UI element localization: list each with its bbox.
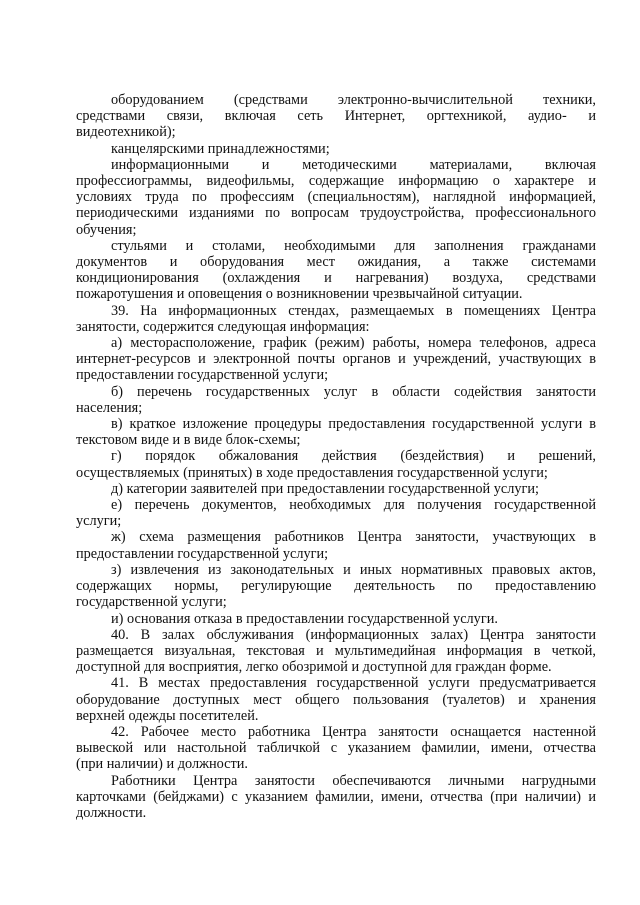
text-line: обучения;	[76, 221, 137, 238]
paragraph-p13	[76, 562, 596, 611]
text-line: должности.	[76, 804, 147, 821]
text-line: занятости, содержится следующая информация:	[76, 318, 370, 335]
text-line: канцелярскими принадлежностями;	[111, 140, 330, 157]
paragraph-p17	[76, 724, 596, 773]
text-line: и) основания отказа в предоставлении государственной услуги.	[111, 610, 498, 627]
text-line: информационными и методическими материалами, включая	[111, 156, 596, 173]
paragraph-p7	[76, 384, 596, 416]
text-line: осуществляемых (принятых) в ходе предоставления государственной услуги;	[76, 464, 548, 481]
paragraph-p3	[76, 157, 596, 238]
text-line: Работники Центра занятости обеспечиваются личными нагрудными	[111, 772, 596, 789]
text-line: государственной услуги;	[76, 594, 227, 611]
text-line: периодическими изданиями по вопросам трудоустройства, профессионального	[76, 205, 596, 222]
text-line: б) перечень государственных услуг в области содействия занятости	[111, 383, 596, 400]
paragraph-p9	[76, 448, 596, 480]
text-line: профессиограммы, видеофильмы, содержащие информацию о характере и	[76, 173, 596, 190]
text-line: предоставлении государственной услуги;	[76, 367, 329, 384]
text-line: в) краткое изложение процедуры предоставления государственной услуги в	[111, 416, 596, 433]
paragraph-p2	[76, 141, 596, 157]
text-line: вывеской или настольной табличкой с указанием фамилии, имени, отчества	[76, 740, 596, 757]
text-line: (при наличии) и должности.	[76, 756, 248, 773]
text-line: документов и оборудования мест ожидания, а также системами	[76, 254, 596, 271]
paragraph-p12	[76, 529, 596, 561]
text-line: содержащих нормы, регулирующие деятельность по предоставлению	[76, 578, 596, 595]
paragraph-p10	[76, 481, 596, 497]
text-line: карточками (бейджами) с указанием фамилии, имени, отчества (при наличии) и	[76, 788, 596, 805]
paragraph-p4	[76, 238, 596, 303]
paragraph-p16	[76, 675, 596, 724]
text-line: е) перечень документов, необходимых для получения государственной	[111, 497, 596, 514]
text-line: средствами связи, включая сеть Интернет, оргтехникой, аудио- и	[76, 108, 596, 125]
text-line: 42. Рабочее место работника Центра занятости оснащается настенной	[111, 723, 596, 740]
paragraph-p8	[76, 416, 596, 448]
text-line: условиях труда по профессиям (специальностям), наглядной информацией,	[76, 189, 596, 206]
text-line: доступной для восприятия, легко обозримой и доступной для граждан форме.	[76, 659, 552, 676]
text-line: текстовом виде и в виде блок-схемы;	[76, 432, 301, 449]
text-line: интернет-ресурсов и электронной почты органов и учреждений, участвующих в	[76, 351, 596, 368]
text-line: видеотехникой);	[76, 124, 176, 141]
text-line: верхней одежды посетителей.	[76, 707, 259, 724]
text-line: стульями и столами, необходимыми для заполнения гражданами	[111, 237, 596, 254]
text-line: ж) схема размещения работников Центра занятости, участвующих в	[111, 529, 596, 546]
text-line: д) категории заявителей при предоставлении государственной услуги;	[111, 480, 540, 497]
text-line: услуги;	[76, 513, 122, 530]
text-line: оборудование доступных мест общего пользования (туалетов) и хранения	[76, 691, 596, 708]
text-line: предоставлении государственной услуги;	[76, 545, 329, 562]
text-line: 41. В местах предоставления государственной услуги предусматривается	[111, 675, 596, 692]
paragraph-p1	[76, 92, 596, 141]
text-line: 40. В залах обслуживания (информационных залах) Центра занятости	[111, 626, 596, 643]
paragraph-p11	[76, 497, 596, 529]
paragraph-p15	[76, 627, 596, 676]
text-line: 39. На информационных стендах, размещаемых в помещениях Центра	[111, 302, 596, 319]
text-line: кондиционирования (охлаждения и нагревания) воздуха, средствами	[76, 270, 596, 287]
paragraph-p6	[76, 335, 596, 384]
text-line: пожаротушения и оповещения о возникновении чрезвычайной ситуации.	[76, 286, 523, 303]
text-line: населения;	[76, 399, 143, 416]
text-line: з) извлечения из законодательных и иных нормативных правовых актов,	[111, 561, 596, 578]
text-line: г) порядок обжалования действия (бездействия) и решений,	[111, 448, 596, 465]
paragraph-p18	[76, 773, 596, 822]
paragraph-p5	[76, 303, 596, 335]
paragraph-p14	[76, 611, 596, 627]
text-line: размещается визуальная, текстовая и мультимедийная информация в четкой,	[76, 642, 596, 659]
text-line: а) месторасположение, график (режим) работы, номера телефонов, адреса	[111, 335, 596, 352]
text-line: оборудованием (средствами электронно-вычислительной техники,	[111, 92, 596, 108]
